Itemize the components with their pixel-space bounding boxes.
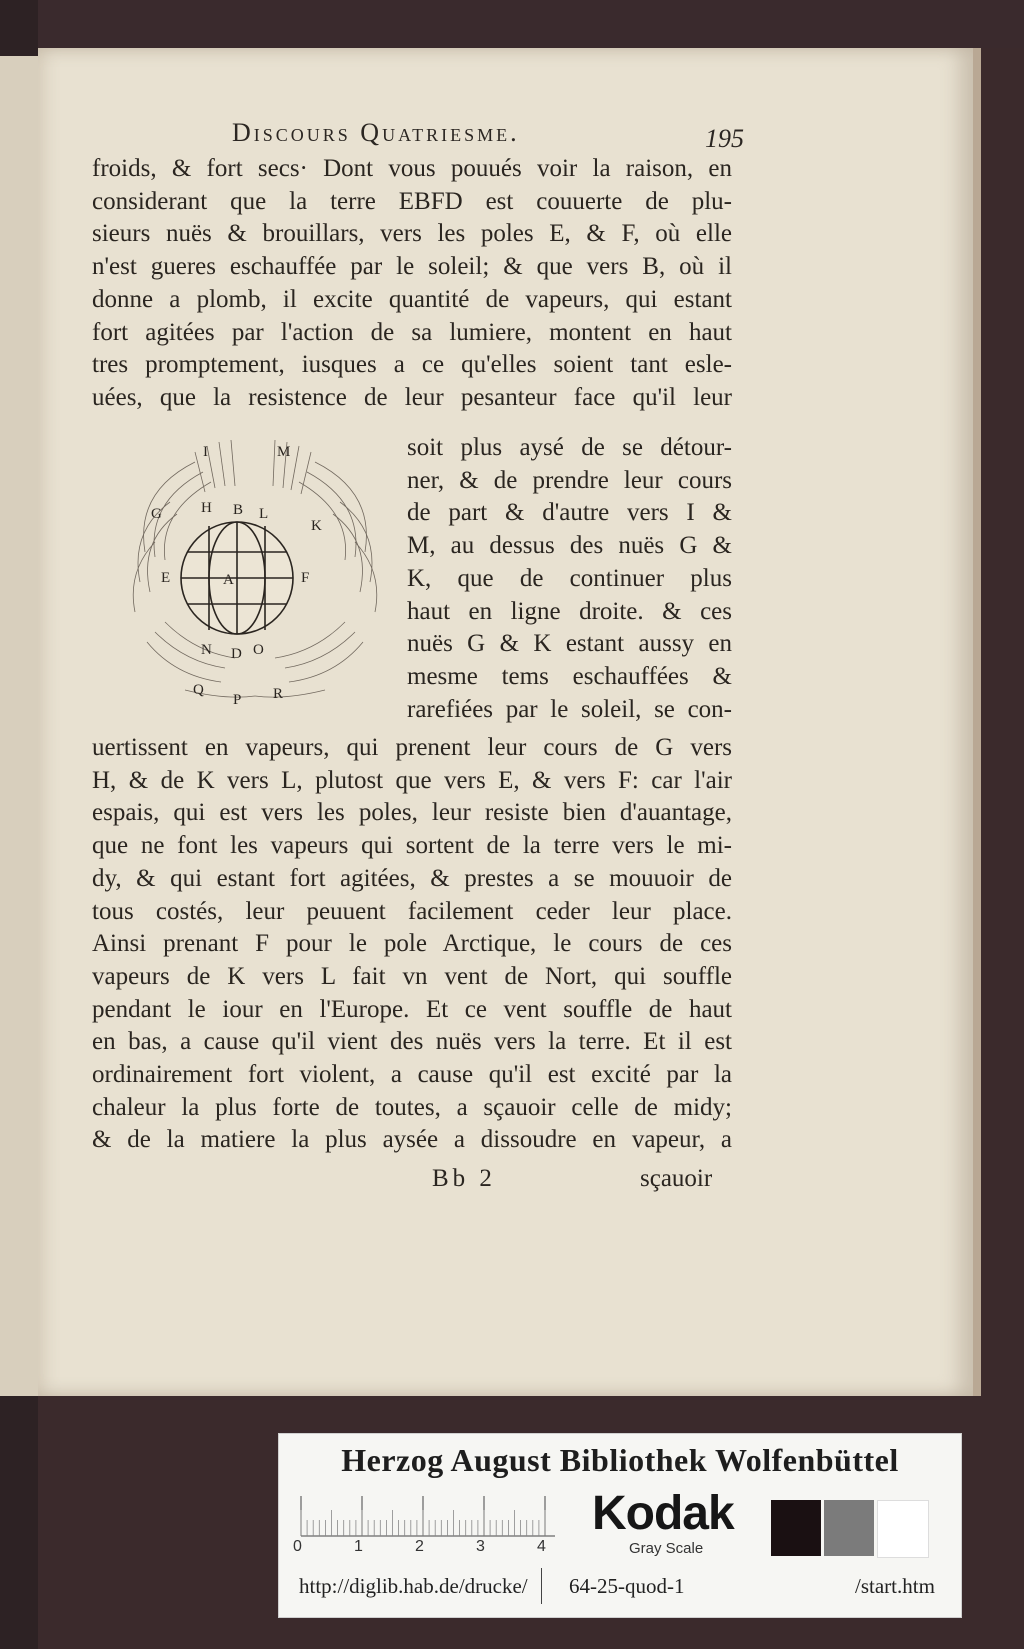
ruler-numbers (293, 1538, 563, 1560)
text-line: haut en ligne droite. & ces (407, 597, 732, 625)
library-color-card (278, 1433, 962, 1618)
text-block-top (92, 153, 732, 415)
text-line: froids, & fort secs· Dont vous pouués voir la raison, en (92, 155, 732, 182)
text-line: pendant le iour en l'Europe. Et ce vent souffle de haut (92, 995, 732, 1023)
url-divider (541, 1568, 542, 1604)
text-line: considerant que la terre EBFD est couuerte de plu- (92, 187, 732, 215)
url-part-base: http://diglib.hab.de/drucke/ (299, 1574, 528, 1598)
text-line: mesme tems eschauffées & (407, 662, 732, 690)
text-line: tres promptement, iusques a ce qu'elles soient tant esle- (92, 351, 732, 379)
text-line: M, au dessus des nuës G & (407, 532, 732, 560)
text-line: uées, que la resistence de leur pesanteur face qu'il leur (92, 383, 732, 411)
previous-page-edge (0, 56, 38, 1396)
ruler-number: 2 (415, 1538, 424, 1555)
url-part-page: /start.htm (855, 1574, 935, 1598)
text-line: ordinairement fort violent, a cause qu'il est excité par la (92, 1061, 732, 1089)
text-column-beside-figure (407, 432, 732, 726)
text-line: donne a plomb, il excite quantité de vapeurs, qui estant (92, 285, 732, 313)
text-line: Ainsi prenant F pour le pole Arctique, le cours de ces (92, 930, 732, 958)
running-head: Discours Quatriesme. (232, 118, 520, 147)
text-line: H, & de K vers L, plutost que vers E, & vers F: car l'air (92, 766, 732, 794)
text-line: & de la matiere la plus aysée a dissoudre en vapeur, a (92, 1126, 732, 1154)
text-line: fort agitées par l'action de sa lumiere, montent en haut (92, 318, 732, 346)
figure-label-n: N (201, 642, 212, 658)
figure-label-a: A (223, 572, 234, 588)
swatch-white (877, 1500, 929, 1558)
catchword: sçauoir (640, 1165, 713, 1192)
page-number: 195 (705, 124, 744, 153)
text-line: tous costés, leur peuuent facilement ceder leur place. (92, 897, 732, 925)
figure-label-l: L (259, 506, 269, 522)
text-block-bottom (92, 732, 732, 1157)
text-line: que ne font les vapeurs qui sortent de la terre vers le mi- (92, 832, 732, 860)
figure-label-m: M (277, 444, 291, 460)
text-line: K, que de continuer plus (407, 564, 732, 592)
text-line: soit plus aysé de se détour- (407, 434, 732, 461)
figure-label-i: I (203, 444, 208, 460)
scan-backdrop-top (0, 0, 1024, 48)
figure-label-r: R (273, 686, 284, 702)
text-line: ner, & de prendre leur cours (407, 466, 732, 494)
earth-vapour-figure (125, 432, 385, 718)
figure-label-f: F (301, 570, 310, 586)
ruler-number: 1 (354, 1538, 363, 1555)
ruler-number: 4 (537, 1538, 546, 1555)
ruler-scale (299, 1496, 557, 1538)
figure-label-d: D (231, 646, 242, 662)
figure-label-g: G (151, 506, 162, 522)
text-line: de part & d'autre vers I & (407, 499, 732, 527)
gray-scale-label: Gray Scale (629, 1540, 704, 1557)
figure-label-b: B (233, 502, 244, 518)
library-name: Herzog August Bibliothek Wolfenbüttel (341, 1442, 899, 1478)
signature-mark: Bb 2 (432, 1165, 496, 1192)
text-line: nuës G & K estant aussy en (407, 630, 732, 658)
figure-label-p: P (233, 692, 242, 708)
earth-globe (181, 522, 293, 634)
ruler-number: 0 (293, 1538, 302, 1555)
figure-label-k: K (311, 518, 322, 534)
figure-label-q: Q (193, 682, 204, 698)
text-line: espais, qui est vers les poles, leur resiste bien d'auantage, (92, 799, 732, 827)
text-line: uertissent en vapeurs, qui prenent leur cours de G vers (92, 734, 732, 761)
figure-label-o: O (253, 642, 264, 658)
figure-label-e: E (161, 570, 171, 586)
page-edge (973, 48, 981, 1396)
swatch-gray (824, 1500, 874, 1556)
text-line: vapeurs de K vers L fait vn vent de Nort, qui souffle (92, 962, 732, 990)
text-line: sieurs nuës & brouillars, vers les poles E, & F, où elle (92, 220, 732, 248)
text-line: chaleur la plus forte de toutes, a sçauoir celle de midy; (92, 1093, 732, 1121)
ruler-number: 3 (476, 1538, 485, 1555)
swatch-black (771, 1500, 821, 1556)
text-line: en bas, a cause qu'il vient des nuës vers la terre. Et il est (92, 1028, 732, 1056)
url-part-id: 64-25-quod-1 (569, 1574, 685, 1598)
kodak-logo: Kodak (592, 1487, 734, 1540)
text-line: dy, & qui estant fort agitées, & prestes a se mouuoir de (92, 864, 732, 892)
text-line: n'est gueres eschauffée par le soleil; & que vers B, où il (92, 253, 732, 281)
text-line: rarefiées par le soleil, se con- (407, 695, 732, 723)
figure-label-h: H (201, 500, 212, 516)
